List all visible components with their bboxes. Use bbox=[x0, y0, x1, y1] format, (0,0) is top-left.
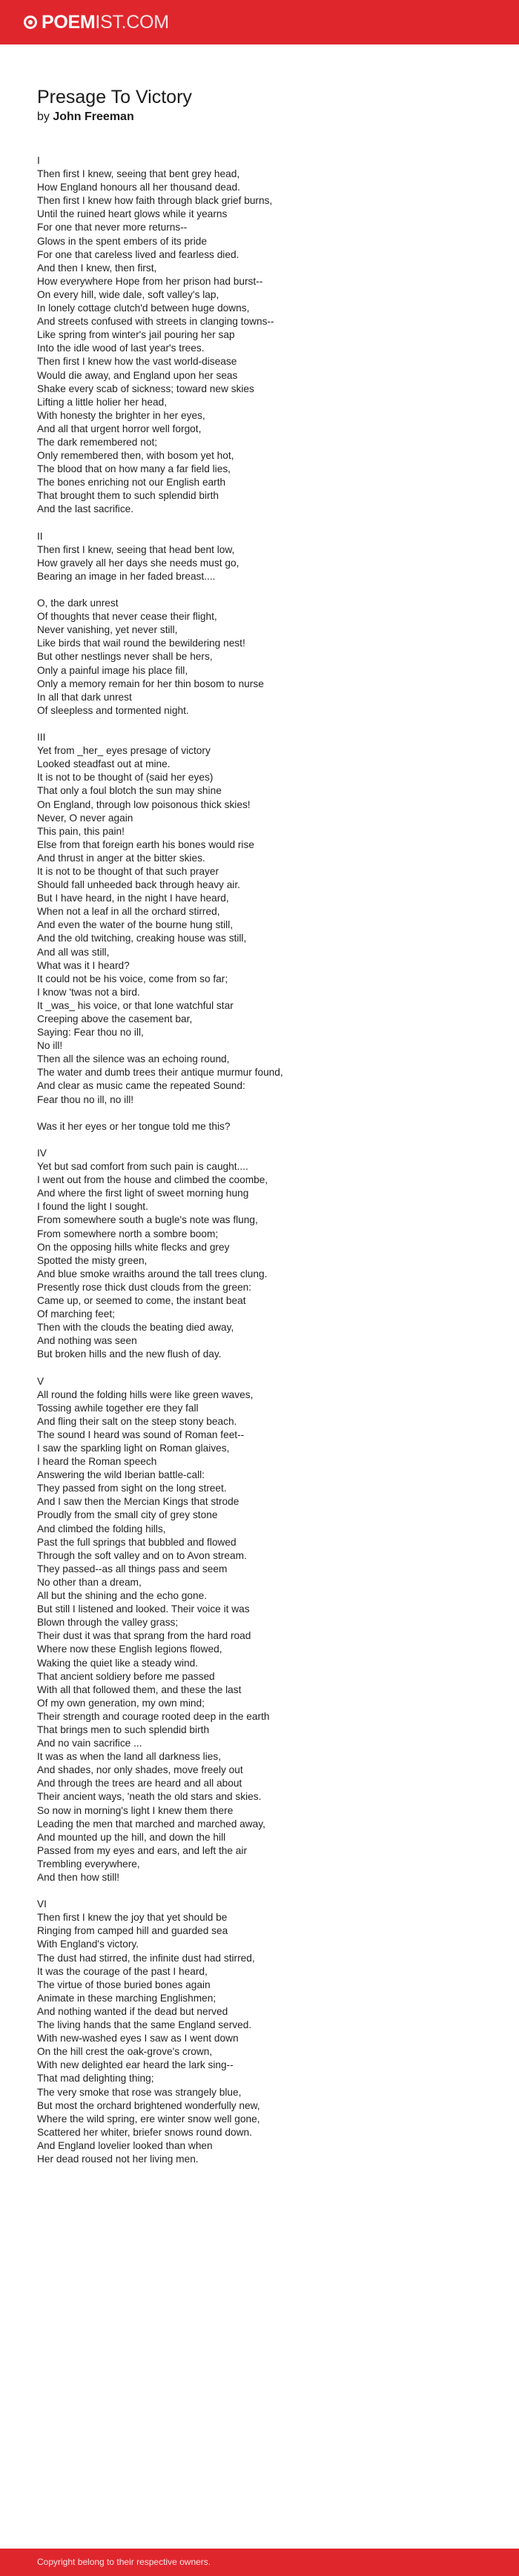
poem-byline bbox=[37, 110, 489, 125]
poem-content bbox=[37, 86, 489, 2166]
by-label: by bbox=[37, 110, 50, 123]
site-logo-text bbox=[42, 13, 169, 32]
poemist-circle-icon bbox=[24, 16, 37, 29]
site-footer bbox=[0, 2549, 519, 2576]
author-link[interactable]: John Freeman bbox=[53, 110, 134, 123]
logo-strong-text: POEM bbox=[42, 12, 96, 33]
logo-light-text: IST.COM bbox=[95, 12, 169, 33]
site-logo-link[interactable] bbox=[24, 13, 169, 32]
site-header bbox=[0, 0, 519, 44]
poem-title: Presage To Victory bbox=[37, 87, 192, 107]
poem-body: I Then first I knew, seeing that bent grey head, How England honours all her thousand dead. Then first I knew how faith through black grief burns, Until the ruined heart glows while it yearns For one that never more returns-- Glows in the spent embers of its pride For one that careless lived and fearless died. And then I knew, then first, How everywhere Hope from her prison had burst-- On every hill, wide dale, soft valley's lap, In lonely cottage clutch'd between huge downs, And streets confused with streets in clanging towns-- Like spring from winter's jail pouring her sap Into the idle wood of last year's trees. Then first I knew how the vast world-disease Would die away, and England upon her seas Shake every scab of sickness; toward new skies Lifting a little holier her head, With honesty the brighter in her eyes, And all that urgent horror well forgot, The dark remembered not; Only remembered then, with bosom yet hot, The blood that on how many a far field lies, The bones enriching not our English earth That brought them to such splendid birth And the last sacrifice. II Then first I knew, seeing that head bent low, How gravely all her days she needs must go, Bearing an image in her faded breast.... O, the dark unrest Of thoughts that never cease their flight, Never vanishing, yet never still, Like birds that wail round the bewildering nest! But other nestlings never shall be hers, Only a painful image his place fill, Only a memory remain for her thin bosom to nurse In all that dark unrest Of sleepless and tormented night. III Yet from _her_ eyes presage of victory Looked steadfast out at mine. It is not to be thought of (said her eyes) That only a foul blotch the sun may shine On England, through low poisonous thick skies! Never, O never again This pain, this pain! Else from that foreign earth his bones would rise And thrust in anger at the bitter skies. It is not to be thought of that such prayer Should fall unheeded back through heavy air. But I have heard, in the night I have heard, When not a leaf in all the orchard stirred, And even the water of the bourne hung still, And the old twitching, creaking house was still, And all was still, What was it I heard? It could not be his voice, come from so far; I know 'twas not a bird. It _was_ his voice, or that lone watchful star Creeping above the casement bar, Saying: Fear thou no ill, No ill! Then all the silence was an echoing round, The water and dumb trees their antique murmur found, And clear as music came the repeated Sound: Fear thou no ill, no ill! Was it her eyes or her tongue told me this? IV Yet but sad comfort from such pain is caught.... I went out from the house and climbed the coombe, And where the first light of sweet morning hung I found the light I sought. From somewhere south a bugle's note was flung, From somewhere north a sombre boom; On the opposing hills white flecks and grey Spotted the misty green, And blue smoke wraiths around the tall trees clung. Presently rose thick dust clouds from the green: Came up, or seemed to come, the instant beat Of marching feet; Then with the clouds the beating died away, And nothing was seen But broken hills and the new flush of day. V All round the folding hills were like green waves, Tossing awhile together ere they fall And fling their salt on the steep stony beach. The sound I heard was sound of Roman feet-- I saw the sparkling light on Roman glaives, I heard the Roman speech Answering the wild Iberian battle-call: They passed from sight on the long street. And I saw then the Mercian Kings that strode Proudly from the small city of grey stone And climbed the folding hills, Past the full springs that bubbled and flowed Through the soft valley and on to Avon stream. They passed--as all things pass and seem No other than a dream, All but the shining and the echo gone. But still I listened and looked. Their voice it was Blown through the valley grass; Their dust it was that sprang from the hard road Where now these English legions flowed, Waking the quiet like a steady wind. That ancient soldiery before me passed With all that followed them, and these the last Of my own generation, my own mind; Their strength and courage rooted deep in the earth That brings men to such splendid birth And no vain sacrifice ... It was as when the land all darkness lies, And shades, nor only shades, move freely out And through the trees are heard and all about Their ancient ways, 'neath the old stars and skies. So now in morning's light I knew them there Leading the men that marched and marched away, And mounted up the hill, and down the hill Passed from my eyes and ears, and left the air Trembling everywhere, And then how still! VI Then first I knew the joy that yet should be Ringing from camped hill and guarded sea With England's victory. The dust had stirred, the infinite dust had stirred, It was the courage of the past I heard, The virtue of those buried bones again Animate in these marching Englishmen; And nothing wanted if the dead but nerved The living hands that the same England served. With new-washed eyes I saw as I went down On the hill crest the oak-grove's crown, With new delighted ear heard the lark sing-- That mad delighting thing; The very smoke that rose was strangely blue, But most the orchard brightened wonderfully new, Where the wild spring, ere winter snow well gone, Scattered her whiter, briefer snows round down. And England lovelier looked than when Her dead roused not her living men. bbox=[37, 155, 283, 2165]
copyright-text: Copyright belong to their respective owners. bbox=[37, 2557, 211, 2567]
